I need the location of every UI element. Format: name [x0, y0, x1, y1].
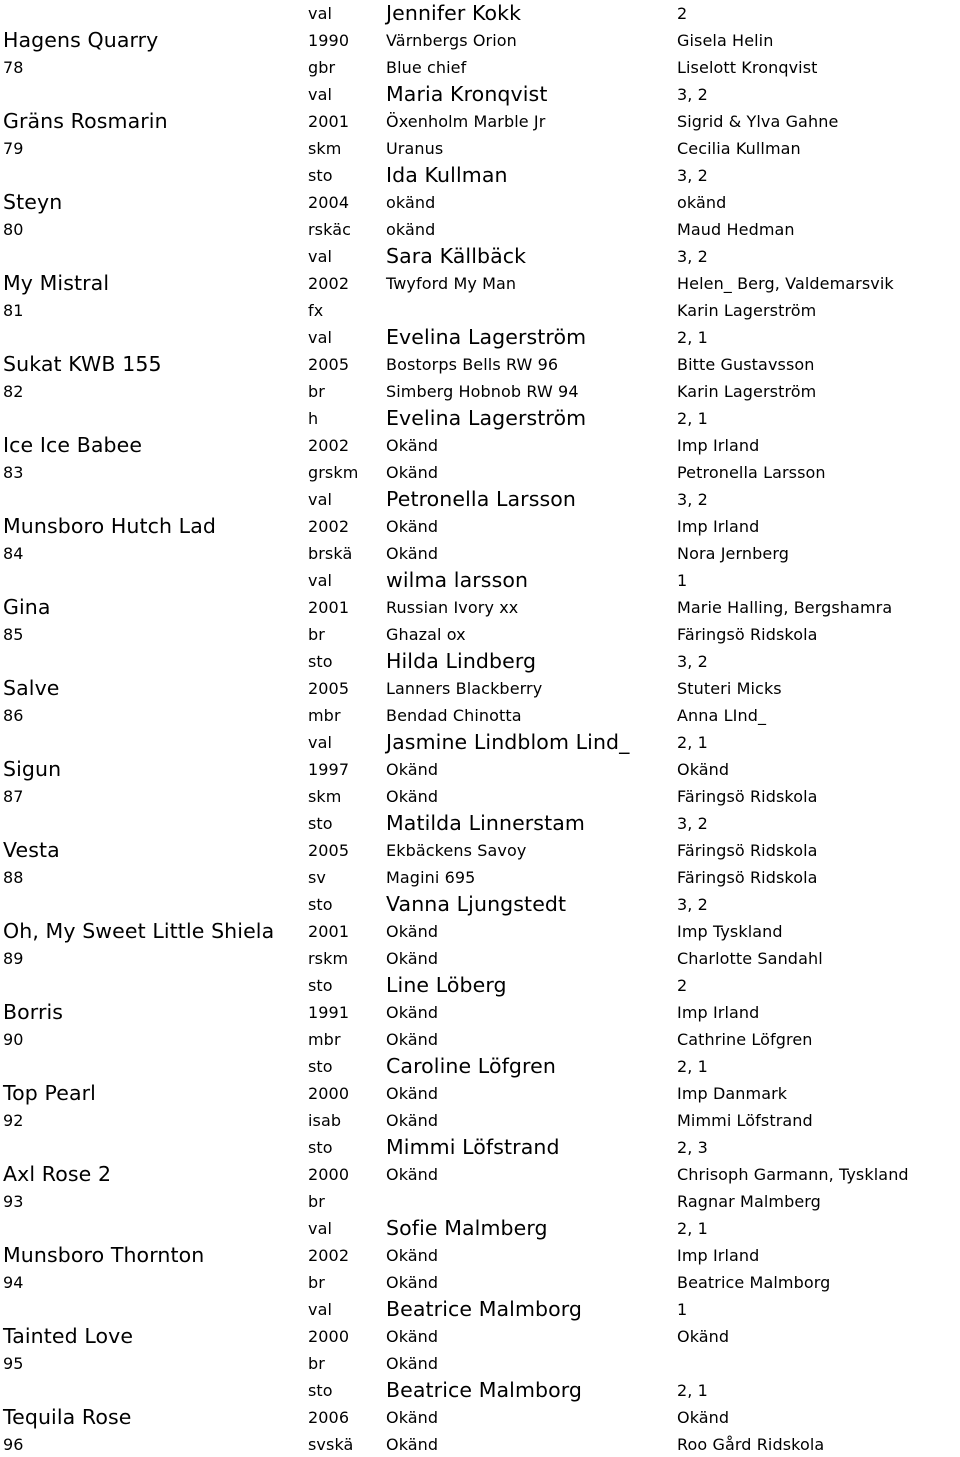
placing-cell: 2	[674, 0, 960, 26]
entry-row	[0, 729, 960, 755]
placing: 3, 2	[674, 162, 960, 188]
sire: Värnbergs Orion	[383, 27, 672, 53]
entry-tail-row-1	[0, 1404, 960, 1430]
horse-name: My Mistral	[0, 270, 303, 296]
placing: 2, 1	[674, 324, 960, 350]
dam: okänd	[383, 216, 672, 242]
rider: Matilda Linnerstam	[383, 810, 672, 836]
coat-color: br	[305, 1350, 381, 1376]
owner: Bitte Gustavsson	[674, 351, 960, 377]
coat-color: br	[305, 378, 381, 404]
class: sto	[305, 891, 381, 917]
birth-year: 2004	[305, 189, 381, 215]
entry-row	[0, 1134, 960, 1160]
sire: Okänd	[383, 756, 672, 782]
birth-year: 1990	[305, 27, 381, 53]
breeder: Cathrine Löfgren	[674, 1026, 960, 1052]
class: h	[305, 405, 381, 431]
coat-color: rskäc	[305, 216, 381, 242]
entry-row	[0, 297, 960, 323]
breeder: Färingsö Ridskola	[674, 783, 960, 809]
dam: Magini 695	[383, 864, 672, 890]
entry-row	[0, 540, 960, 566]
placing: 1	[674, 1296, 960, 1322]
entry-row	[0, 918, 960, 944]
dam	[383, 1188, 672, 1214]
entry-tail-row-2	[0, 1431, 960, 1457]
coat-color: grskm	[305, 459, 381, 485]
empty-cell	[0, 1053, 303, 1079]
dam: Okänd	[383, 459, 672, 485]
empty-cell	[0, 891, 303, 917]
rider: Petronella Larsson	[383, 486, 672, 512]
entry-number: 80	[0, 216, 303, 242]
entry-number: 87	[0, 783, 303, 809]
placing: 3, 2	[674, 891, 960, 917]
birth-year: 2001	[305, 918, 381, 944]
rider: wilma larsson	[383, 567, 672, 593]
placing: 2, 1	[674, 1377, 960, 1403]
entry-row	[0, 405, 960, 431]
placing: 2	[674, 972, 960, 998]
owner: Okänd	[674, 1404, 960, 1430]
owner: Imp Irland	[674, 513, 960, 539]
rider: Evelina Lagerström	[383, 324, 672, 350]
owner: Imp Danmark	[674, 1080, 960, 1106]
class: val	[305, 243, 381, 269]
rider: Mimmi Löfstrand	[383, 1134, 672, 1160]
sire: Twyford My Man	[383, 270, 672, 296]
coat-color: brskä	[305, 540, 381, 566]
empty-cell	[0, 729, 303, 755]
placing: 2, 3	[674, 1134, 960, 1160]
entry-number: 90	[0, 1026, 303, 1052]
owner: Färingsö Ridskola	[674, 837, 960, 863]
entry-row	[0, 351, 960, 377]
class: sto	[305, 648, 381, 674]
coat-color: sv	[305, 864, 381, 890]
entries-body	[0, 27, 960, 1403]
entry-row	[0, 1053, 960, 1079]
breeder: Cecilia Kullman	[674, 135, 960, 161]
entry-number: 83	[0, 459, 303, 485]
sire: Bostorps Bells RW 96	[383, 351, 672, 377]
empty-cell	[0, 162, 303, 188]
breeder: Anna LInd_	[674, 702, 960, 728]
sire: Ekbäckens Savoy	[383, 837, 672, 863]
class: val	[305, 1296, 381, 1322]
rider: Beatrice Malmborg	[383, 1296, 672, 1322]
entry-row	[0, 1242, 960, 1268]
owner: Stuteri Micks	[674, 675, 960, 701]
empty-cell	[0, 1377, 303, 1403]
placing: 3, 2	[674, 648, 960, 674]
coat-color: skm	[305, 135, 381, 161]
horse-name: Gräns Rosmarin	[0, 108, 303, 134]
empty-cell	[0, 324, 303, 350]
owner: Imp Irland	[674, 432, 960, 458]
entry-row	[0, 702, 960, 728]
rider: Jasmine Lindblom Lind_	[383, 729, 672, 755]
breeder: Färingsö Ridskola	[674, 864, 960, 890]
class: sto	[305, 162, 381, 188]
coat-color: fx	[305, 297, 381, 323]
birth-year: 2000	[305, 1080, 381, 1106]
class: val	[305, 486, 381, 512]
horse-name: Ice Ice Babee	[0, 432, 303, 458]
entry-row	[0, 1080, 960, 1106]
entry-row	[0, 486, 960, 512]
sire: Okänd	[383, 1242, 672, 1268]
horse-name: Munsboro Thornton	[0, 1242, 303, 1268]
entry-row	[0, 270, 960, 296]
sire: Okänd	[383, 1323, 672, 1349]
entry-number: 79	[0, 135, 303, 161]
entry-row	[0, 972, 960, 998]
birth-year: 2000	[305, 1161, 381, 1187]
sire: okänd	[383, 189, 672, 215]
owner: Gisela Helin	[674, 27, 960, 53]
breeder: Petronella Larsson	[674, 459, 960, 485]
entry-row	[0, 108, 960, 134]
entry-number: 92	[0, 1107, 303, 1133]
entry-number: 89	[0, 945, 303, 971]
coat-color: br	[305, 1269, 381, 1295]
dam: Ghazal ox	[383, 621, 672, 647]
coat-color: rskm	[305, 945, 381, 971]
dam: Okänd	[383, 1026, 672, 1052]
coat-color: mbr	[305, 702, 381, 728]
sire: Lanners Blackberry	[383, 675, 672, 701]
entry-number: 78	[0, 54, 303, 80]
placing: 1	[674, 567, 960, 593]
entry-row	[0, 1161, 960, 1187]
coat-color: br	[305, 1188, 381, 1214]
entry-row	[0, 1350, 960, 1376]
sire: Okänd	[383, 999, 672, 1025]
rider: Hilda Lindberg	[383, 648, 672, 674]
entry-number: 94	[0, 1269, 303, 1295]
breeder: Färingsö Ridskola	[674, 621, 960, 647]
breeder: Nora Jernberg	[674, 540, 960, 566]
horse-name: Sukat KWB 155	[0, 351, 303, 377]
owner: Imp Irland	[674, 1242, 960, 1268]
rider: Maria Kronqvist	[383, 81, 672, 107]
entry-row	[0, 675, 960, 701]
entry-head-row	[0, 0, 960, 26]
class: val	[305, 567, 381, 593]
entry-row	[0, 594, 960, 620]
horse-name: Munsboro Hutch Lad	[0, 513, 303, 539]
placing: 2, 1	[674, 405, 960, 431]
breeder: Roo Gård Ridskola	[674, 1431, 960, 1457]
coat-color: isab	[305, 1107, 381, 1133]
entry-number: 93	[0, 1188, 303, 1214]
entry-number: 85	[0, 621, 303, 647]
dam: Bendad Chinotta	[383, 702, 672, 728]
placing: 3, 2	[674, 243, 960, 269]
entry-row	[0, 27, 960, 53]
class: sto	[305, 972, 381, 998]
owner: Helen_ Berg, Valdemarsvik	[674, 270, 960, 296]
birth-year: 2001	[305, 108, 381, 134]
entry-row	[0, 1269, 960, 1295]
entry-number: 88	[0, 864, 303, 890]
birth-year: 2005	[305, 837, 381, 863]
placing: 3, 2	[674, 486, 960, 512]
sire: Öxenholm Marble Jr	[383, 108, 672, 134]
entry-row	[0, 432, 960, 458]
sire: Okänd	[383, 1161, 672, 1187]
coat-color: mbr	[305, 1026, 381, 1052]
rider: Beatrice Malmborg	[383, 1377, 672, 1403]
horse-name: Sigun	[0, 756, 303, 782]
coat-color: svskä	[305, 1431, 381, 1457]
empty-cell	[0, 486, 303, 512]
empty-cell	[0, 972, 303, 998]
entry-row	[0, 567, 960, 593]
entry-row	[0, 243, 960, 269]
empty-cell	[0, 810, 303, 836]
sire: Russian Ivory xx	[383, 594, 672, 620]
entry-row	[0, 81, 960, 107]
owner: Imp Tyskland	[674, 918, 960, 944]
class: sto	[305, 1377, 381, 1403]
horse-name: Oh, My Sweet Little Shiela	[0, 918, 303, 944]
rider: Evelina Lagerström	[383, 405, 672, 431]
class: sto	[305, 810, 381, 836]
owner: Sigrid & Ylva Gahne	[674, 108, 960, 134]
birth-year: 2001	[305, 594, 381, 620]
horse-name: Axl Rose 2	[0, 1161, 303, 1187]
rider-cell: Jennifer Kokk	[383, 0, 672, 26]
empty-cell	[0, 567, 303, 593]
birth-year: 2002	[305, 432, 381, 458]
sire: Okänd	[383, 1080, 672, 1106]
breeder: Maud Hedman	[674, 216, 960, 242]
horse-name: Vesta	[0, 837, 303, 863]
dam: Okänd	[383, 1350, 672, 1376]
empty-cell	[0, 405, 303, 431]
entry-row	[0, 513, 960, 539]
entry-row	[0, 1107, 960, 1133]
owner: okänd	[674, 189, 960, 215]
birth-year: 2002	[305, 513, 381, 539]
entry-number: 96	[0, 1431, 303, 1457]
entry-row	[0, 810, 960, 836]
class: val	[305, 1215, 381, 1241]
breeder: Charlotte Sandahl	[674, 945, 960, 971]
horse-name: Tainted Love	[0, 1323, 303, 1349]
entry-number: 86	[0, 702, 303, 728]
entry-row	[0, 189, 960, 215]
entry-row	[0, 216, 960, 242]
empty-cell	[0, 1134, 303, 1160]
placing: 2, 1	[674, 1215, 960, 1241]
birth-year: 2002	[305, 1242, 381, 1268]
entry-number: 81	[0, 297, 303, 323]
entry-number: 84	[0, 540, 303, 566]
rider: Line Löberg	[383, 972, 672, 998]
owner: Marie Halling, Bergshamra	[674, 594, 960, 620]
dam: Okänd	[383, 1107, 672, 1133]
horse-name: Hagens Quarry	[0, 27, 303, 53]
breeder: Karin Lagerström	[674, 378, 960, 404]
breeder	[674, 1350, 960, 1376]
entry-number: 82	[0, 378, 303, 404]
entry-row	[0, 1215, 960, 1241]
birth-year: 2006	[305, 1404, 381, 1430]
sire: Okänd	[383, 918, 672, 944]
entry-row	[0, 999, 960, 1025]
entry-row	[0, 1188, 960, 1214]
entry-row	[0, 864, 960, 890]
owner: Imp Irland	[674, 999, 960, 1025]
entry-number: 95	[0, 1350, 303, 1376]
entry-row	[0, 1296, 960, 1322]
class-cell: val	[305, 0, 381, 26]
entry-row	[0, 945, 960, 971]
class: val	[305, 729, 381, 755]
placing: 2, 1	[674, 729, 960, 755]
birth-year: 2002	[305, 270, 381, 296]
coat-color: br	[305, 621, 381, 647]
placing: 3, 2	[674, 810, 960, 836]
horse-name: Salve	[0, 675, 303, 701]
entry-row	[0, 891, 960, 917]
placing: 2, 1	[674, 1053, 960, 1079]
birth-year: 2000	[305, 1323, 381, 1349]
coat-color: gbr	[305, 54, 381, 80]
entry-row	[0, 162, 960, 188]
owner: Okänd	[674, 756, 960, 782]
dam: Okänd	[383, 1269, 672, 1295]
horse-name: Top Pearl	[0, 1080, 303, 1106]
entry-row	[0, 378, 960, 404]
birth-year: 1997	[305, 756, 381, 782]
breeder: Mimmi Löfstrand	[674, 1107, 960, 1133]
empty-cell	[0, 81, 303, 107]
breeder: Liselott Kronqvist	[674, 54, 960, 80]
entry-row	[0, 459, 960, 485]
class: sto	[305, 1053, 381, 1079]
entry-row	[0, 1323, 960, 1349]
rider: Sara Källbäck	[383, 243, 672, 269]
entry-row	[0, 837, 960, 863]
entry-row	[0, 1377, 960, 1403]
birth-year: 1991	[305, 999, 381, 1025]
rider: Ida Kullman	[383, 162, 672, 188]
dam: Okänd	[383, 783, 672, 809]
entry-row	[0, 783, 960, 809]
horse-name: Tequila Rose	[0, 1404, 303, 1430]
empty-cell	[0, 1296, 303, 1322]
sire: Okänd	[383, 1404, 672, 1430]
entry-row	[0, 621, 960, 647]
entry-row	[0, 54, 960, 80]
entry-row	[0, 324, 960, 350]
breeder: Ragnar Malmberg	[674, 1188, 960, 1214]
dam: Uranus	[383, 135, 672, 161]
breeder: Karin Lagerström	[674, 297, 960, 323]
dam: Okänd	[383, 945, 672, 971]
dam: Blue chief	[383, 54, 672, 80]
owner: Okänd	[674, 1323, 960, 1349]
birth-year: 2005	[305, 675, 381, 701]
dam: Simberg Hobnob RW 94	[383, 378, 672, 404]
entry-row	[0, 756, 960, 782]
dam: Okänd	[383, 540, 672, 566]
rider: Vanna Ljungstedt	[383, 891, 672, 917]
owner: Chrisoph Garmann, Tyskland	[674, 1161, 960, 1187]
entry-row	[0, 648, 960, 674]
empty-cell	[0, 648, 303, 674]
breeder: Beatrice Malmborg	[674, 1269, 960, 1295]
placing: 3, 2	[674, 81, 960, 107]
horse-name: Steyn	[0, 189, 303, 215]
empty-cell	[0, 1215, 303, 1241]
dam	[383, 297, 672, 323]
name-cell	[0, 0, 303, 26]
rider: Caroline Löfgren	[383, 1053, 672, 1079]
sire: Okänd	[383, 432, 672, 458]
birth-year: 2005	[305, 351, 381, 377]
empty-cell	[0, 243, 303, 269]
sire: Okänd	[383, 513, 672, 539]
entry-row	[0, 135, 960, 161]
coat-color: skm	[305, 783, 381, 809]
class: sto	[305, 1134, 381, 1160]
class: val	[305, 324, 381, 350]
entry-row	[0, 1026, 960, 1052]
dam: Okänd	[383, 1431, 672, 1457]
rider: Sofie Malmberg	[383, 1215, 672, 1241]
horse-name: Gina	[0, 594, 303, 620]
horse-name: Borris	[0, 999, 303, 1025]
class: val	[305, 81, 381, 107]
